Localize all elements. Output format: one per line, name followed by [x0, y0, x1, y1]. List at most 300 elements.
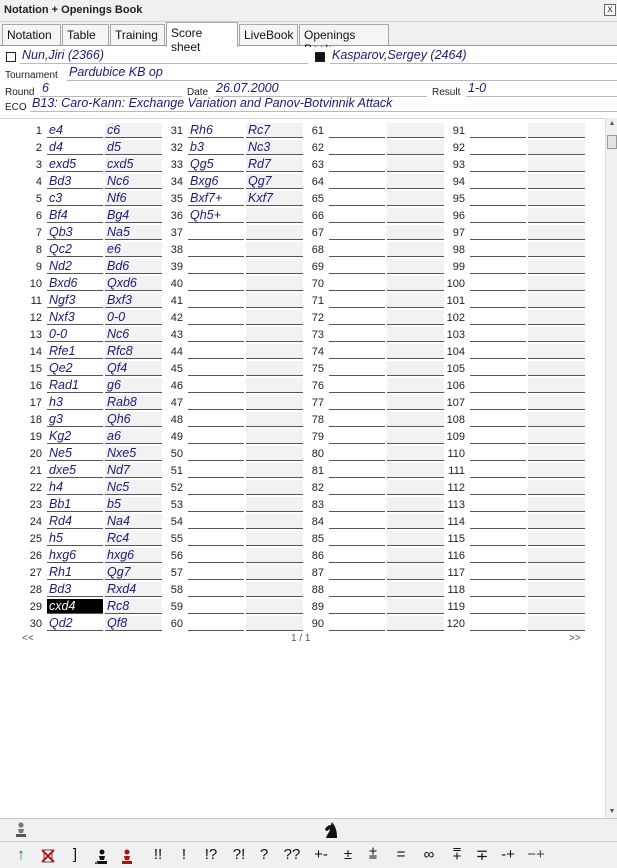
- black-move-cell[interactable]: [246, 310, 303, 325]
- black-move-cell[interactable]: Nf6: [105, 191, 162, 206]
- black-move-cell[interactable]: [246, 599, 303, 614]
- black-move-cell[interactable]: cxd5: [105, 157, 162, 172]
- tournament-value[interactable]: Pardubice KB op: [69, 65, 163, 79]
- white-move-cell[interactable]: [188, 293, 244, 308]
- white-move-cell[interactable]: [329, 191, 385, 206]
- white-move-cell[interactable]: [329, 276, 385, 291]
- white-move-cell[interactable]: Qd2: [47, 616, 103, 631]
- white-move-cell[interactable]: [329, 548, 385, 563]
- bracket-button[interactable]: ]: [72, 846, 78, 863]
- white-move-cell[interactable]: [329, 582, 385, 597]
- white-move-cell[interactable]: [470, 429, 526, 444]
- annotation-blunder[interactable]: ??: [283, 846, 301, 863]
- white-move-cell[interactable]: [188, 327, 244, 342]
- move-number: 14: [29, 346, 42, 358]
- black-move-cell[interactable]: [387, 259, 444, 274]
- white-move-cell[interactable]: [470, 412, 526, 427]
- black-move-cell[interactable]: [528, 531, 585, 546]
- white-move-cell[interactable]: [470, 259, 526, 274]
- black-player-name[interactable]: Kasparov,Sergey (2464): [332, 48, 467, 62]
- white-move-cell[interactable]: [188, 412, 244, 427]
- white-move-cell[interactable]: Rfe1: [47, 344, 103, 359]
- annotation-black-slightly-better[interactable]: ∓: [475, 847, 489, 864]
- black-move-cell[interactable]: [528, 174, 585, 189]
- black-move-cell[interactable]: [387, 599, 444, 614]
- white-move-cell[interactable]: [470, 463, 526, 478]
- black-move-cell[interactable]: [528, 514, 585, 529]
- move-number: 16: [29, 380, 42, 392]
- black-move-cell[interactable]: [387, 412, 444, 427]
- prev-page-button[interactable]: <<: [22, 633, 34, 644]
- white-move-cell[interactable]: d4: [47, 140, 103, 155]
- white-move-cell[interactable]: Nd2: [47, 259, 103, 274]
- black-move-cell[interactable]: [528, 259, 585, 274]
- white-move-cell[interactable]: dxe5: [47, 463, 103, 478]
- white-move-cell[interactable]: e4: [47, 123, 103, 138]
- black-move-cell[interactable]: [246, 429, 303, 444]
- black-move-cell[interactable]: Bg4: [105, 208, 162, 223]
- black-move-cell[interactable]: [387, 429, 444, 444]
- black-move-cell[interactable]: a6: [105, 429, 162, 444]
- result-value[interactable]: 1-0: [468, 81, 487, 95]
- black-move-cell[interactable]: [246, 327, 303, 342]
- annotation-interesting[interactable]: !?: [204, 846, 218, 863]
- knight-icon[interactable]: [322, 821, 340, 840]
- move-number: 6: [35, 210, 42, 222]
- white-move-cell[interactable]: h4: [47, 480, 103, 495]
- black-move-cell[interactable]: Rd7: [246, 157, 303, 172]
- white-move-cell[interactable]: [329, 140, 385, 155]
- white-move-cell[interactable]: [329, 157, 385, 172]
- black-move-cell[interactable]: [387, 395, 444, 410]
- annotation-dubious[interactable]: ?!: [232, 846, 246, 863]
- white-move-cell[interactable]: [470, 208, 526, 223]
- annotation-white-better[interactable]: ±: [343, 846, 353, 863]
- white-move-cell[interactable]: h5: [47, 531, 103, 546]
- black-move-cell[interactable]: [246, 531, 303, 546]
- white-move-cell[interactable]: [188, 599, 244, 614]
- white-move-cell[interactable]: Rh1: [47, 565, 103, 580]
- scroll-thumb[interactable]: [607, 135, 617, 149]
- white-move-cell[interactable]: [188, 225, 244, 240]
- white-move-cell[interactable]: Bxg6: [188, 174, 244, 189]
- white-move-cell[interactable]: [188, 378, 244, 393]
- white-move-cell[interactable]: [329, 361, 385, 376]
- white-move-cell[interactable]: [470, 599, 526, 614]
- white-move-cell[interactable]: Qb3: [47, 225, 103, 240]
- white-move-cell[interactable]: [470, 480, 526, 495]
- black-move-cell[interactable]: Nd7: [105, 463, 162, 478]
- black-move-cell[interactable]: d5: [105, 140, 162, 155]
- white-move-cell[interactable]: [329, 395, 385, 410]
- annotation-good[interactable]: !: [181, 846, 187, 863]
- white-move-cell[interactable]: [188, 429, 244, 444]
- white-move-cell[interactable]: [470, 361, 526, 376]
- black-move-cell[interactable]: Nc6: [105, 327, 162, 342]
- move-number: 18: [29, 414, 42, 426]
- white-move-cell[interactable]: [188, 616, 244, 631]
- black-move-cell[interactable]: [528, 582, 585, 597]
- white-move-cell[interactable]: Bxf7+: [188, 191, 244, 206]
- white-move-cell[interactable]: Bd3: [47, 582, 103, 597]
- black-move-cell[interactable]: [387, 378, 444, 393]
- black-move-cell[interactable]: Rc7: [246, 123, 303, 138]
- up-arrow-icon[interactable]: ↑: [17, 846, 25, 863]
- black-move-cell[interactable]: [528, 276, 585, 291]
- white-move-cell[interactable]: [188, 446, 244, 461]
- black-move-cell[interactable]: [528, 344, 585, 359]
- white-move-cell[interactable]: [329, 429, 385, 444]
- black-move-cell[interactable]: [387, 276, 444, 291]
- black-move-cell[interactable]: Rfc8: [105, 344, 162, 359]
- black-move-cell[interactable]: [387, 480, 444, 495]
- black-move-cell[interactable]: Qf4: [105, 361, 162, 376]
- move-number: 15: [29, 363, 42, 375]
- white-move-cell[interactable]: [470, 446, 526, 461]
- black-move-cell[interactable]: [387, 191, 444, 206]
- tab-openings-book[interactable]: Openings: [299, 24, 389, 45]
- white-move-cell[interactable]: Rad1: [47, 378, 103, 393]
- black-move-cell[interactable]: Nc6: [105, 174, 162, 189]
- black-move-cell[interactable]: Qxd6: [105, 276, 162, 291]
- black-move-cell[interactable]: 0-0: [105, 310, 162, 325]
- tab-score-sheet[interactable]: Score sheet: [166, 22, 238, 47]
- white-move-cell[interactable]: [188, 344, 244, 359]
- black-move-cell[interactable]: Qh6: [105, 412, 162, 427]
- black-move-cell[interactable]: Bxf3: [105, 293, 162, 308]
- black-move-cell[interactable]: [528, 225, 585, 240]
- white-move-cell[interactable]: [329, 259, 385, 274]
- next-page-button[interactable]: >>: [569, 633, 581, 644]
- white-move-cell[interactable]: [470, 616, 526, 631]
- move-number: 97: [452, 227, 465, 239]
- white-move-cell[interactable]: [329, 310, 385, 325]
- white-move-cell[interactable]: [188, 242, 244, 257]
- annotation-brilliant[interactable]: !!: [153, 846, 163, 863]
- black-move-cell[interactable]: [387, 548, 444, 563]
- black-move-cell[interactable]: [528, 412, 585, 427]
- white-move-cell[interactable]: b3: [188, 140, 244, 155]
- white-move-cell[interactable]: Bb1: [47, 497, 103, 512]
- black-move-cell[interactable]: [246, 242, 303, 257]
- black-move-cell[interactable]: [528, 378, 585, 393]
- move-number: 92: [452, 142, 465, 154]
- white-move-cell[interactable]: [329, 344, 385, 359]
- white-move-cell[interactable]: [470, 293, 526, 308]
- black-move-cell[interactable]: [387, 616, 444, 631]
- move-number: 112: [447, 482, 465, 494]
- white-move-cell[interactable]: [329, 463, 385, 478]
- black-move-cell[interactable]: Bd6: [105, 259, 162, 274]
- black-move-cell[interactable]: [528, 310, 585, 325]
- white-move-cell[interactable]: 0-0: [47, 327, 103, 342]
- white-move-cell[interactable]: Ngf3: [47, 293, 103, 308]
- white-move-cell[interactable]: [188, 480, 244, 495]
- white-move-cell[interactable]: [329, 565, 385, 580]
- black-move-cell[interactable]: [387, 582, 444, 597]
- white-move-cell[interactable]: [470, 140, 526, 155]
- annotation-unclear[interactable]: ∞: [423, 846, 435, 863]
- black-move-cell[interactable]: [246, 344, 303, 359]
- white-move-cell[interactable]: [329, 225, 385, 240]
- white-move-cell[interactable]: Qe2: [47, 361, 103, 376]
- white-move-cell[interactable]: [329, 599, 385, 614]
- black-move-cell[interactable]: [387, 174, 444, 189]
- white-move-cell[interactable]: [470, 276, 526, 291]
- white-move-cell[interactable]: c3: [47, 191, 103, 206]
- white-move-cell[interactable]: [329, 174, 385, 189]
- white-move-cell[interactable]: [329, 242, 385, 257]
- date-value[interactable]: 26.07.2000: [216, 81, 279, 95]
- white-move-cell[interactable]: [188, 463, 244, 478]
- white-move-cell[interactable]: [470, 191, 526, 206]
- close-icon[interactable]: x: [604, 4, 616, 16]
- tab-notation[interactable]: Notation: [2, 24, 61, 45]
- black-move-cell[interactable]: [387, 310, 444, 325]
- black-move-cell[interactable]: [528, 565, 585, 580]
- black-move-cell[interactable]: [528, 208, 585, 223]
- game-header: [0, 47, 617, 115]
- black-square-icon: [315, 52, 325, 62]
- white-move-cell[interactable]: [329, 497, 385, 512]
- black-move-cell[interactable]: [387, 123, 444, 138]
- white-move-cell[interactable]: Rd4: [47, 514, 103, 529]
- white-move-cell[interactable]: Bxd6: [47, 276, 103, 291]
- white-move-cell[interactable]: [470, 395, 526, 410]
- delete-variation-icon[interactable]: [40, 847, 56, 865]
- black-move-cell[interactable]: [528, 123, 585, 138]
- white-move-cell[interactable]: [188, 310, 244, 325]
- tab-table[interactable]: Table: [62, 24, 109, 45]
- black-move-cell[interactable]: [246, 565, 303, 580]
- white-move-cell[interactable]: [329, 327, 385, 342]
- black-move-cell[interactable]: [387, 463, 444, 478]
- white-move-cell[interactable]: [188, 276, 244, 291]
- black-move-cell[interactable]: Rab8: [105, 395, 162, 410]
- white-move-cell[interactable]: [188, 548, 244, 563]
- white-move-cell[interactable]: [470, 327, 526, 342]
- white-move-cell[interactable]: Qg5: [188, 157, 244, 172]
- white-move-cell[interactable]: [470, 497, 526, 512]
- annotation-compensation[interactable]: ⩱: [452, 846, 462, 863]
- black-move-cell[interactable]: Qf8: [105, 616, 162, 631]
- white-move-cell[interactable]: Kg2: [47, 429, 103, 444]
- black-move-cell[interactable]: [246, 361, 303, 376]
- black-move-cell[interactable]: [387, 531, 444, 546]
- white-move-cell[interactable]: Bd3: [47, 174, 103, 189]
- black-move-cell[interactable]: c6: [105, 123, 162, 138]
- annotation-mistake[interactable]: ?: [259, 846, 269, 863]
- white-move-cell[interactable]: [470, 225, 526, 240]
- black-move-cell[interactable]: Nc5: [105, 480, 162, 495]
- black-move-cell[interactable]: [528, 480, 585, 495]
- black-move-cell[interactable]: g6: [105, 378, 162, 393]
- black-move-cell[interactable]: [528, 242, 585, 257]
- vertical-scrollbar[interactable]: [605, 118, 617, 818]
- white-move-cell[interactable]: [470, 310, 526, 325]
- black-move-cell[interactable]: [246, 548, 303, 563]
- round-value[interactable]: 6: [42, 81, 49, 95]
- black-move-cell[interactable]: [528, 361, 585, 376]
- black-move-cell[interactable]: [387, 293, 444, 308]
- white-move-cell[interactable]: [329, 446, 385, 461]
- white-move-cell[interactable]: [470, 157, 526, 172]
- white-move-cell[interactable]: [329, 378, 385, 393]
- black-move-cell[interactable]: Qg7: [246, 174, 303, 189]
- white-move-cell[interactable]: [329, 123, 385, 138]
- black-move-cell[interactable]: Na4: [105, 514, 162, 529]
- black-move-cell[interactable]: [387, 157, 444, 172]
- move-number: 3: [35, 159, 42, 171]
- black-move-cell[interactable]: [387, 242, 444, 257]
- move-number: 106: [446, 380, 465, 392]
- black-move-cell[interactable]: hxg6: [105, 548, 162, 563]
- white-move-cell[interactable]: [188, 565, 244, 580]
- white-move-cell[interactable]: cxd4: [47, 599, 103, 614]
- black-move-cell[interactable]: [246, 446, 303, 461]
- white-move-cell[interactable]: Qc2: [47, 242, 103, 257]
- black-move-cell[interactable]: Na5: [105, 225, 162, 240]
- black-move-cell[interactable]: Nxe5: [105, 446, 162, 461]
- black-move-cell[interactable]: [246, 480, 303, 495]
- scroll-up-icon[interactable]: ▲: [608, 120, 616, 127]
- move-number: 30: [29, 618, 42, 630]
- white-move-cell[interactable]: h3: [47, 395, 103, 410]
- black-move-cell[interactable]: Rxd4: [105, 582, 162, 597]
- white-move-cell[interactable]: [470, 174, 526, 189]
- tab-livebook[interactable]: LiveBook: [239, 24, 298, 45]
- black-move-cell[interactable]: [528, 293, 585, 308]
- black-move-cell[interactable]: [246, 463, 303, 478]
- white-move-cell[interactable]: [188, 497, 244, 512]
- white-move-cell[interactable]: hxg6: [47, 548, 103, 563]
- black-move-cell[interactable]: [528, 497, 585, 512]
- white-move-cell[interactable]: Nxf3: [47, 310, 103, 325]
- white-move-cell[interactable]: [329, 480, 385, 495]
- black-move-cell[interactable]: [246, 293, 303, 308]
- eco-value[interactable]: B13: Caro-Kann: Exchange Variation and Panov-Botvinnik Attack: [32, 96, 393, 110]
- black-move-cell[interactable]: [246, 412, 303, 427]
- black-move-cell[interactable]: [387, 344, 444, 359]
- white-move-cell[interactable]: [329, 412, 385, 427]
- black-move-cell[interactable]: Qg7: [105, 565, 162, 580]
- white-move-cell[interactable]: [470, 344, 526, 359]
- annotation-equal[interactable]: =: [396, 846, 406, 863]
- white-move-cell[interactable]: [329, 616, 385, 631]
- black-move-cell[interactable]: [528, 429, 585, 444]
- white-move-cell[interactable]: [188, 582, 244, 597]
- black-move-cell[interactable]: [528, 616, 585, 631]
- white-move-cell[interactable]: g3: [47, 412, 103, 427]
- move-number: 88: [311, 584, 324, 596]
- black-move-cell[interactable]: [528, 395, 585, 410]
- black-move-cell[interactable]: [387, 208, 444, 223]
- white-move-cell[interactable]: Ne5: [47, 446, 103, 461]
- white-move-cell[interactable]: [188, 395, 244, 410]
- white-move-cell[interactable]: [329, 293, 385, 308]
- black-move-cell[interactable]: b5: [105, 497, 162, 512]
- black-move-cell[interactable]: [528, 599, 585, 614]
- white-move-cell[interactable]: [470, 242, 526, 257]
- black-move-cell[interactable]: [387, 514, 444, 529]
- white-player-name[interactable]: Nun,Jiri (2366): [22, 48, 104, 62]
- engine-pawn-icon[interactable]: [13, 821, 29, 839]
- scroll-down-icon[interactable]: ▼: [608, 808, 616, 815]
- black-move-cell[interactable]: [387, 446, 444, 461]
- white-move-cell[interactable]: [470, 582, 526, 597]
- white-move-cell[interactable]: [470, 565, 526, 580]
- black-move-cell[interactable]: [528, 191, 585, 206]
- white-move-cell[interactable]: [188, 531, 244, 546]
- white-move-cell[interactable]: [188, 514, 244, 529]
- white-move-cell[interactable]: [470, 514, 526, 529]
- white-move-cell[interactable]: [188, 259, 244, 274]
- tab-training[interactable]: Training: [110, 24, 165, 45]
- black-move-cell[interactable]: [528, 548, 585, 563]
- black-move-cell[interactable]: [246, 616, 303, 631]
- move-number: 75: [311, 363, 324, 375]
- black-move-cell[interactable]: [246, 225, 303, 240]
- black-move-cell[interactable]: e6: [105, 242, 162, 257]
- annotation-black-winning[interactable]: −+: [527, 846, 545, 863]
- white-move-cell[interactable]: Rh6: [188, 123, 244, 138]
- black-move-cell[interactable]: [528, 446, 585, 461]
- red-pawn-icon[interactable]: [120, 847, 134, 865]
- black-move-cell[interactable]: [387, 327, 444, 342]
- annotation-white-slightly-better[interactable]: ⩲: [368, 846, 378, 863]
- black-move-cell[interactable]: [528, 140, 585, 155]
- black-move-cell[interactable]: Kxf7: [246, 191, 303, 206]
- white-move-cell[interactable]: [470, 531, 526, 546]
- move-number: 49: [170, 431, 183, 443]
- black-move-cell[interactable]: [246, 497, 303, 512]
- black-move-cell[interactable]: [246, 378, 303, 393]
- move-number: 17: [29, 397, 42, 409]
- black-move-cell[interactable]: Rc8: [105, 599, 162, 614]
- white-move-cell[interactable]: Bf4: [47, 208, 103, 223]
- white-move-cell[interactable]: [470, 123, 526, 138]
- black-move-cell[interactable]: Rc4: [105, 531, 162, 546]
- black-move-cell[interactable]: [387, 225, 444, 240]
- black-move-cell[interactable]: [528, 327, 585, 342]
- white-move-cell[interactable]: [329, 514, 385, 529]
- black-move-cell[interactable]: [246, 582, 303, 597]
- white-move-cell[interactable]: [470, 378, 526, 393]
- black-move-cell[interactable]: [387, 497, 444, 512]
- black-move-cell[interactable]: [387, 361, 444, 376]
- black-move-cell[interactable]: [528, 463, 585, 478]
- white-move-cell[interactable]: [329, 531, 385, 546]
- black-pawn-icon[interactable]: [95, 847, 109, 865]
- black-move-cell[interactable]: [246, 276, 303, 291]
- white-move-cell[interactable]: exd5: [47, 157, 103, 172]
- black-move-cell[interactable]: [387, 140, 444, 155]
- annotation-black-better[interactable]: -+: [501, 846, 515, 863]
- white-move-cell[interactable]: [329, 208, 385, 223]
- black-move-cell[interactable]: [246, 208, 303, 223]
- black-move-cell[interactable]: [246, 514, 303, 529]
- annotation-white-winning[interactable]: +-: [314, 846, 328, 863]
- black-move-cell[interactable]: [528, 157, 585, 172]
- white-move-cell[interactable]: [188, 361, 244, 376]
- black-move-cell[interactable]: [387, 565, 444, 580]
- black-move-cell[interactable]: Nc3: [246, 140, 303, 155]
- move-number: 84: [311, 516, 324, 528]
- black-move-cell[interactable]: [246, 259, 303, 274]
- black-move-cell[interactable]: [246, 395, 303, 410]
- white-move-cell[interactable]: [470, 548, 526, 563]
- white-move-cell[interactable]: Qh5+: [188, 208, 244, 223]
